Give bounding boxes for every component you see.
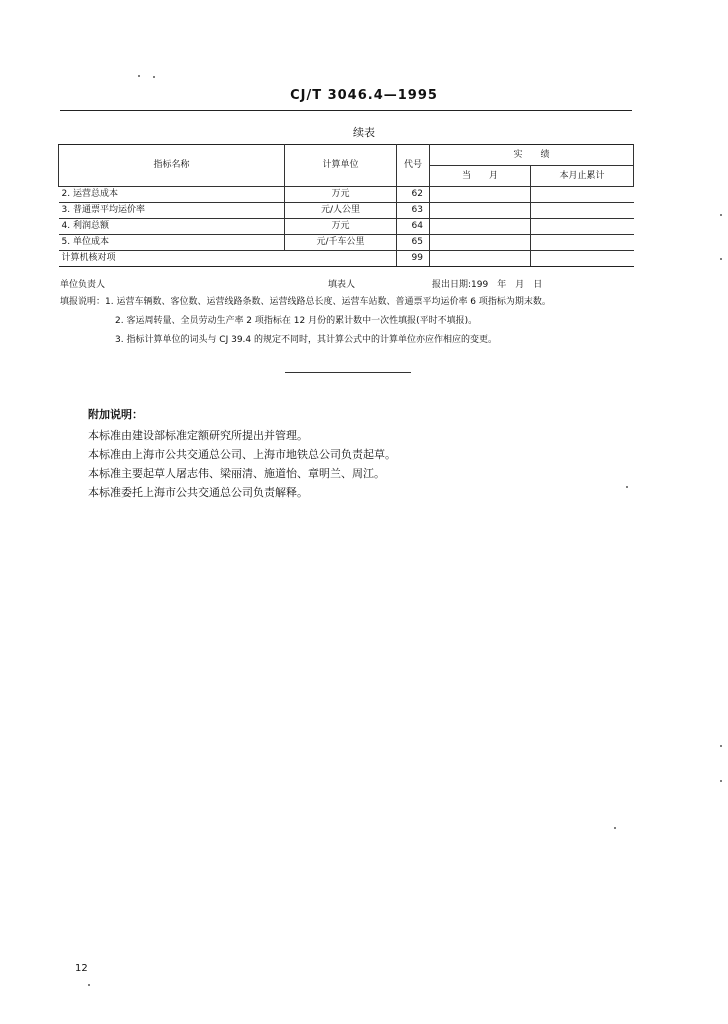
row-cumulative xyxy=(531,219,634,235)
table-row xyxy=(59,187,634,203)
row-unit: 万元 xyxy=(285,187,397,203)
header-cumulative: 本月止累计 xyxy=(531,166,634,187)
row-current-month xyxy=(430,187,531,203)
scan-speck xyxy=(88,984,90,986)
check-row-code: 99 xyxy=(397,251,430,267)
row-unit: 元/人公里 xyxy=(285,203,397,219)
row-current-month xyxy=(430,219,531,235)
scan-speck xyxy=(720,214,722,216)
check-row-name: 计算机核对项 xyxy=(59,251,397,267)
section-divider xyxy=(285,372,411,373)
header-current-month: 当 月 xyxy=(430,166,531,187)
scan-speck xyxy=(720,258,722,260)
header-unit: 计算单位 xyxy=(285,145,397,187)
fill-note-1: 填报说明：1. 运营车辆数、客位数、运营线路条数、运营线路总长度、运营车站数、普通票平均运价率 6 项指标为期末数。 xyxy=(60,297,551,307)
table-row xyxy=(59,235,634,251)
scan-speck xyxy=(614,827,616,829)
scan-speck xyxy=(138,75,140,77)
row-cumulative xyxy=(531,203,634,219)
header-code: 代号 xyxy=(397,145,430,187)
row-name: 2. 运营总成本 xyxy=(59,187,285,203)
row-code: 62 xyxy=(397,187,430,203)
row-cumulative xyxy=(531,251,634,267)
header-indicator-name: 指标名称 xyxy=(59,145,285,187)
row-name: 4. 利润总额 xyxy=(59,219,285,235)
fill-note-2: 2. 客运周转量、全员劳动生产率 2 项指标在 12 月份的累计数中一次性填报(平时不填报)。 xyxy=(115,316,478,326)
row-code: 64 xyxy=(397,219,430,235)
table-row xyxy=(59,219,634,235)
row-unit: 万元 xyxy=(285,219,397,235)
scan-speck xyxy=(720,745,722,747)
row-cumulative xyxy=(531,187,634,203)
row-name: 3. 普通票平均运价率 xyxy=(59,203,285,219)
unit-head-label: 单位负责人 xyxy=(60,280,106,290)
row-cumulative xyxy=(531,235,634,251)
row-current-month xyxy=(430,203,531,219)
indicator-table xyxy=(58,144,634,267)
table-row xyxy=(59,203,634,219)
appendix-title: 附加说明： xyxy=(88,408,143,421)
row-code: 63 xyxy=(397,203,430,219)
row-unit: 元/千车公里 xyxy=(285,235,397,251)
page-number: 12 xyxy=(75,963,88,974)
row-current-month xyxy=(430,251,531,267)
fill-note-3: 3. 指标计算单位的词头与 CJ 39.4 的规定不同时，其计算公式中的计算单位亦应作相应的变更。 xyxy=(115,335,498,345)
signature-row xyxy=(60,277,632,291)
report-date-label: 报出日期:199 年 月 日 xyxy=(432,280,543,290)
appendix-line: 本标准由建设部标准定额研究所提出并管理。 xyxy=(88,429,308,442)
row-code: 65 xyxy=(397,235,430,251)
scan-speck xyxy=(153,76,155,78)
appendix-line: 本标准由上海市公共交通总公司、上海市地铁总公司负责起草。 xyxy=(88,448,396,461)
document-code: CJ/T 3046.4—1995 xyxy=(290,88,438,103)
header-rule xyxy=(60,110,632,111)
header-actual: 实 绩 xyxy=(430,145,634,166)
appendix-line: 本标准主要起草人屠志伟、梁丽清、施道怡、章明兰、周江。 xyxy=(88,467,385,480)
filler-label: 填表人 xyxy=(328,280,356,290)
scan-speck xyxy=(720,780,722,782)
row-name: 5. 单位成本 xyxy=(59,235,285,251)
scan-speck xyxy=(626,486,628,488)
appendix-line: 本标准委托上海市公共交通总公司负责解释。 xyxy=(88,486,308,499)
table-title: 续表 xyxy=(353,126,375,139)
row-current-month xyxy=(430,235,531,251)
check-row xyxy=(59,251,634,267)
